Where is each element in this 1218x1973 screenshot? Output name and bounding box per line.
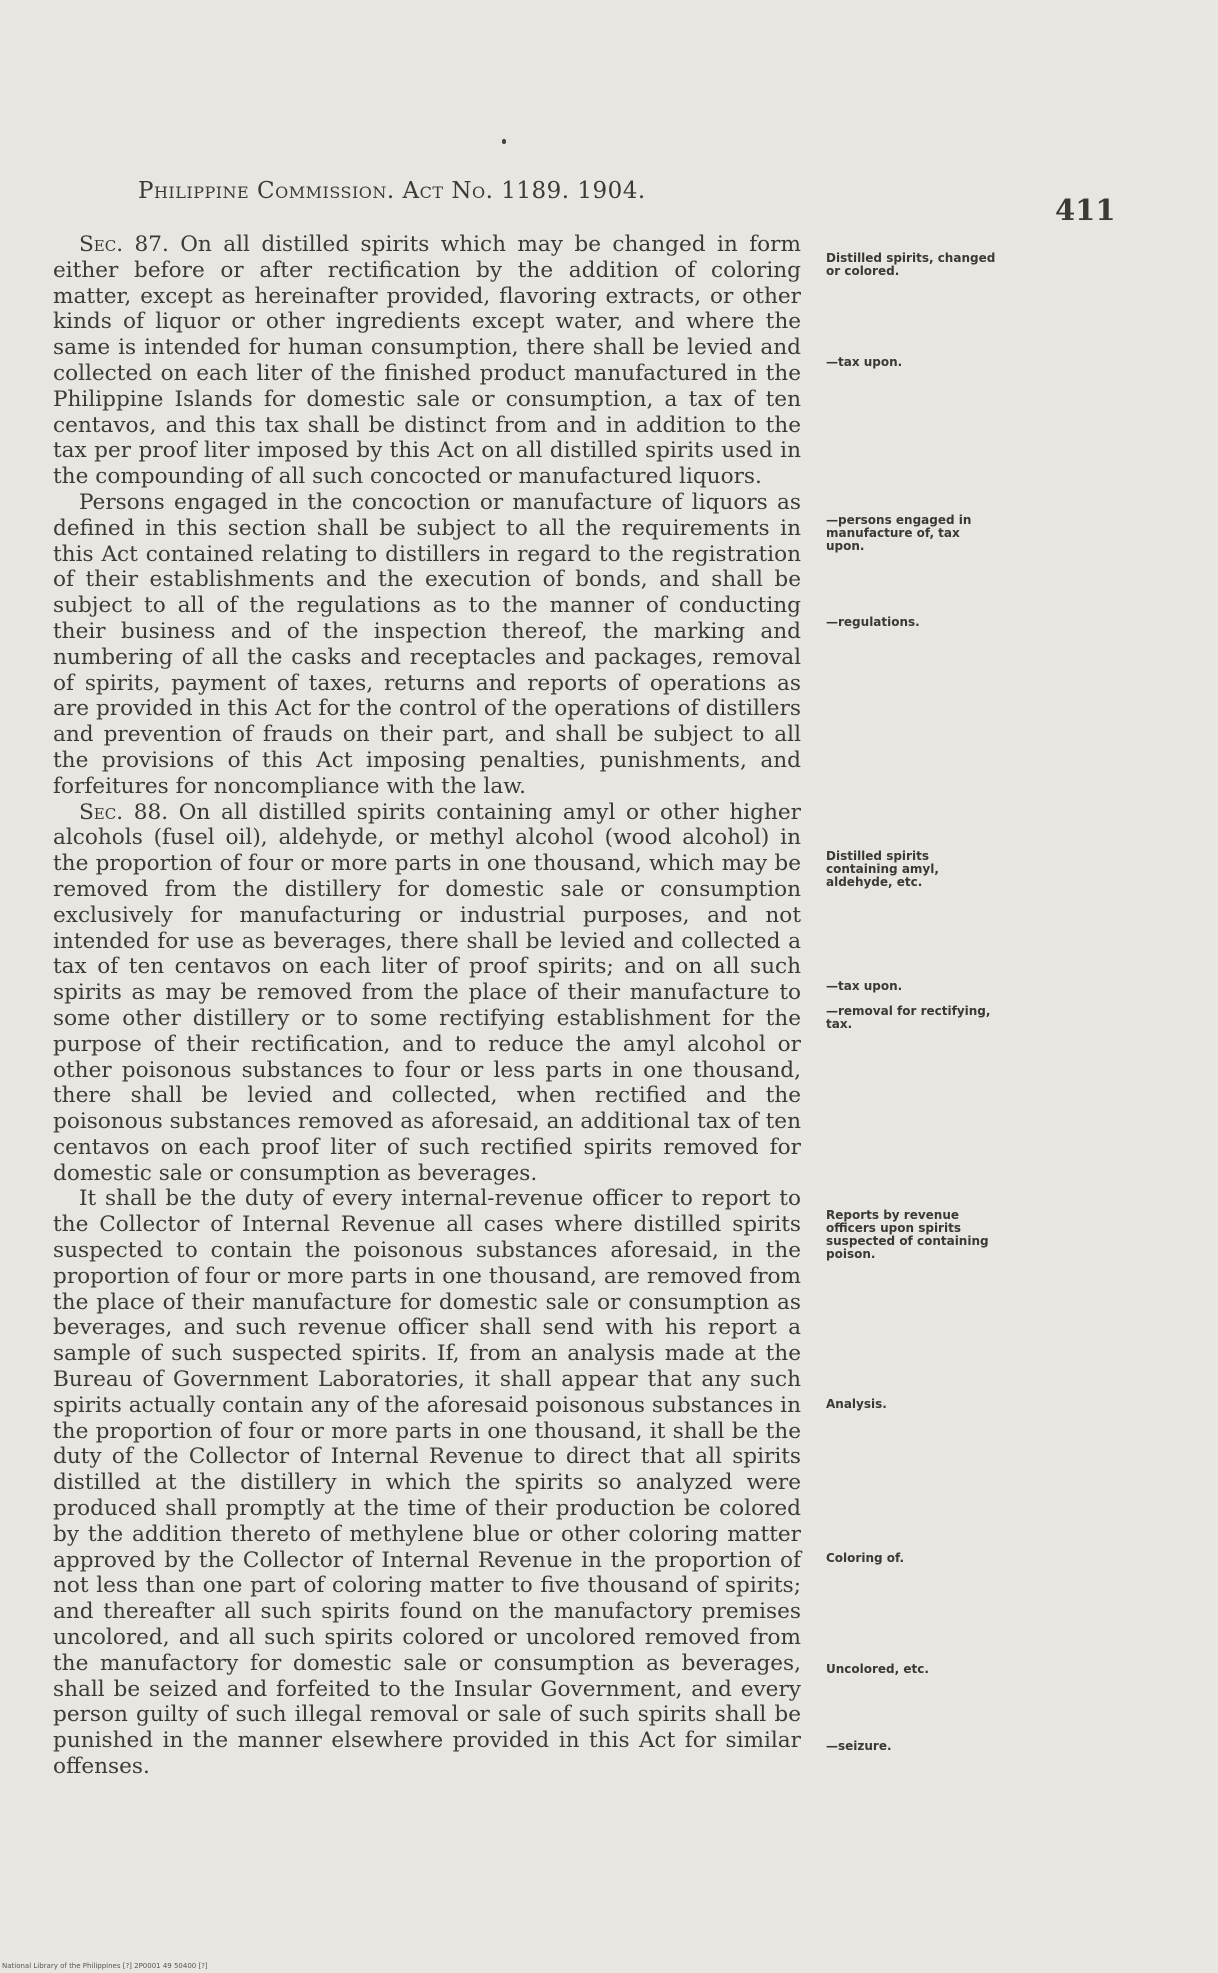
- section-88-heading: Sec. 88.: [79, 799, 169, 825]
- margin-note-distilled-changed: Distilled spirits, changed or colored.: [826, 251, 996, 278]
- margin-note-uncolored: Uncolored, etc.: [826, 1662, 929, 1676]
- margin-note-coloring: Coloring of.: [826, 1551, 905, 1565]
- margin-note-reports: Reports by revenue officers upon spirits suspected of containing poison.: [826, 1208, 989, 1261]
- margin-note-tax-upon-2: —tax upon.: [826, 979, 903, 993]
- reports-text: It shall be the duty of every internal-revenue officer to report to the Collector of Internal Revenue all cases where distilled spirits suspected to contain the poisonous substances aforesaid, in the proportion of four or more parts in one thousand, are removed from the place of their manufacture for domestic sale or consumption as beverages, and such revenue officer shall send with his report a sample of such suspected spirits. If, from an analysis made at the Bureau of Government Laboratories, it shall appear that any such spirits actually contain any of the aforesaid poisonous substances in the proportion of four or more parts in one thousand, it shall be the duty of the Collector of Internal Revenue to direct that all spirits distilled at the distillery in which the spirits so analyzed were produced shall promptly at the time of their production be colored by the addition thereto of methylene blue or other coloring matter approved by the Collector of Internal Revenue in the proportion of not less than one part of coloring matter to five thousand of spirits; and thereafter all such spirits found on the manufactory premises uncolored, and all such spirits colored or uncolored removed from the manufactory for domestic sale or consumption as beverages, shall be seized and forfeited to the Insular Government, and every person guilty of such illegal removal or sale of such spirits shall be punished in the manner elsewhere provided in this Act for similar offenses.: [53, 1186, 801, 1780]
- body-text: [53, 232, 801, 1780]
- ink-speck: [502, 139, 506, 144]
- margin-note-persons-engaged: —persons engaged in manufacture of, tax upon.: [826, 513, 972, 553]
- margin-note-seizure: —seizure.: [826, 1739, 892, 1753]
- section-88-text: On all distilled spirits containing amyl or other higher alcohols (fusel oil), aldehyde, or methyl alcohol (wood alcohol) in the proportion of four or more parts in one thousand, which may be removed from the distillery for domestic sale or consumption exclusively for manufacturing or industrial purposes, and not intended for use as beverages, there shall be levied and collected a tax of ten centavos on each liter of proof spirits; and on all such spirits as may be removed from the place of their manufacture to some other distillery or to some rectifying establishment for the purpose of their rectification, and to reduce the amyl alcohol or other poisonous substances to four or less parts in one thousand, there shall be levied and collected, when rectified and the poisonous substances removed as aforesaid, an additional tax of ten centavos on each proof liter of such rectified spirits removed for domestic sale or consumption as beverages.: [53, 799, 801, 1186]
- margin-note-regulations: —regulations.: [826, 615, 920, 629]
- running-header: Philippine Commission. Act No. 1189. 1904.: [138, 178, 646, 204]
- section-88-paragraph: [53, 800, 801, 1187]
- persons-engaged-paragraph: [53, 490, 801, 800]
- margin-note-analysis: Analysis.: [826, 1397, 887, 1411]
- margin-note-removal: —removal for rectifying, tax.: [826, 1004, 991, 1031]
- section-87-heading: Sec. 87.: [79, 232, 169, 257]
- persons-engaged-text: Persons engaged in the concoction or manufacture of liquors as defined in this section shall be subject to all the requirements in this Act contained relating to distillers in regard to the registration of their establishments and the execution of bonds, and shall be subject to all of the regulations as to the manner of conducting their business and of the inspection thereof, the marking and numbering of all the casks and receptacles and packages, removal of spirits, payment of taxes, returns and reports of operations as are provided in this Act for the control of the operations of distillers and prevention of frauds on their part, and shall be subject to all the provisions of this Act imposing penalties, punishments, and forfeitures for noncompliance with the law.: [53, 489, 801, 799]
- margin-note-distilled-amyl: Distilled spirits containing amyl, aldehyde, etc.: [826, 849, 939, 889]
- scan-footer: National Library of the Philippines [?] 2P0001 49 50400 [?]: [2, 1962, 208, 1970]
- section-87-text: On all distilled spirits which may be changed in form either before or after rectification by the addition of coloring matter, except as hereinafter provided, flavoring extracts, or other kinds of liquor or other ingredients except water, and where the same is intended for human consumption, there shall be levied and collected on each liter of the finished product manufactured in the Philippine Islands for domestic sale or consumption, a tax of ten centavos, and this tax shall be distinct from and in addition to the tax per proof liter imposed by this Act on all distilled spirits used in the compounding of all such concocted or manufactured liquors.: [53, 232, 801, 490]
- reports-paragraph: [53, 1186, 801, 1779]
- section-87-paragraph: [53, 232, 801, 490]
- page-number: 411: [1055, 193, 1116, 227]
- margin-note-tax-upon-1: —tax upon.: [826, 355, 903, 369]
